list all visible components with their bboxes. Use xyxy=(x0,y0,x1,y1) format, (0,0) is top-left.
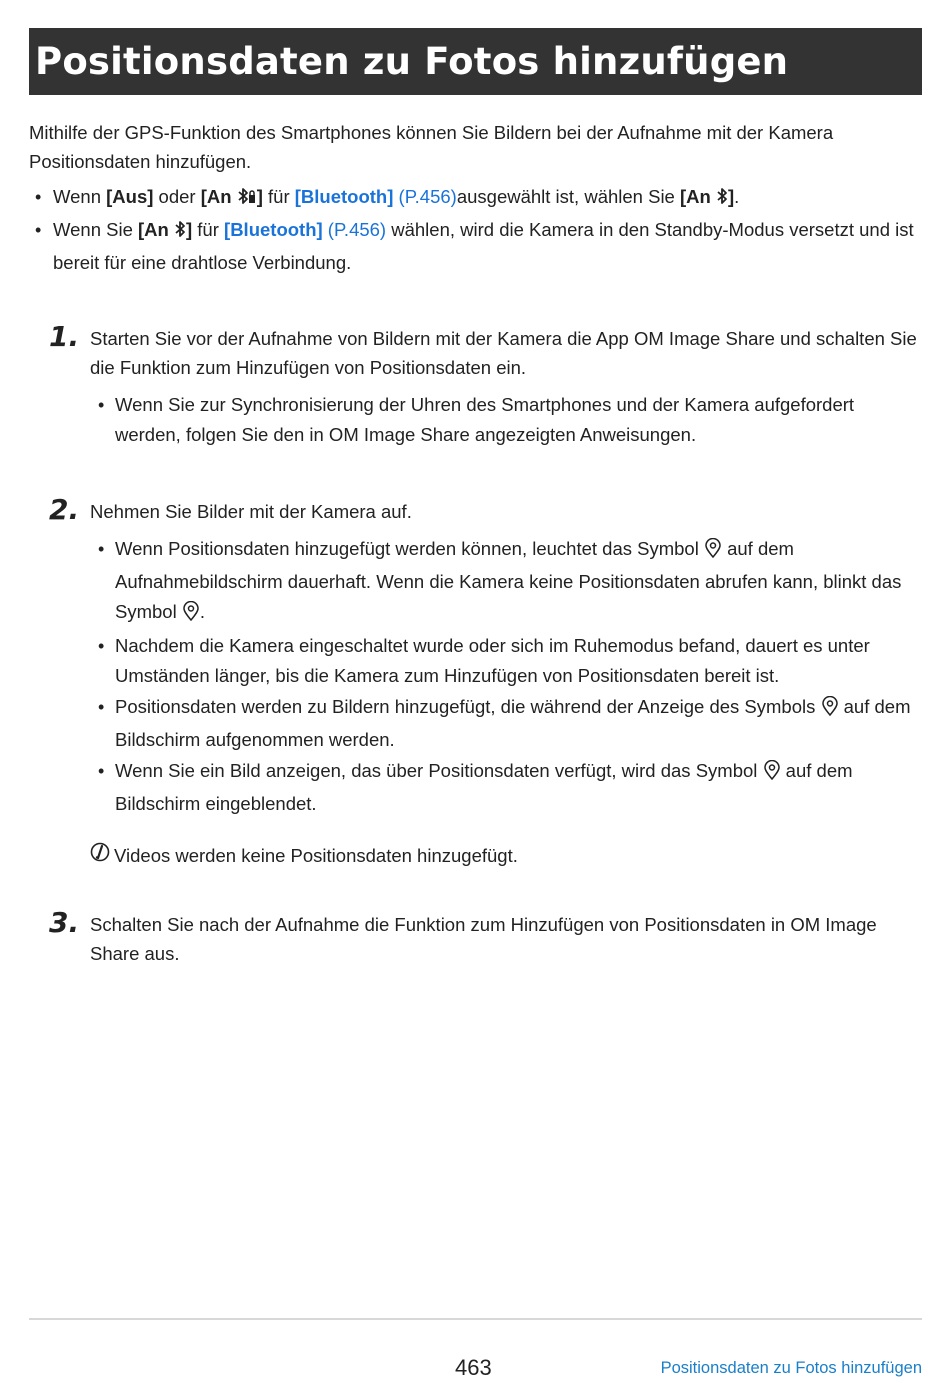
step-number: 2. xyxy=(49,493,80,526)
step-1 xyxy=(29,320,922,451)
page-number: 463 xyxy=(455,1355,492,1380)
step-text: Schalten Sie nach der Aufnahme die Funktion zum Hinzufügen von Positionsdaten in OM Image Share aus. xyxy=(90,914,877,964)
step-2 xyxy=(29,493,922,870)
step-text: Nehmen Sie Bilder mit der Kamera auf. xyxy=(90,501,412,522)
location-pin-icon xyxy=(182,600,200,630)
step-bullets xyxy=(90,390,922,450)
bluetooth-icon xyxy=(716,185,728,215)
intro-bullets xyxy=(29,182,919,278)
bluetooth-link[interactable]: [Bluetooth] xyxy=(224,219,323,240)
intro-text: Mithilfe der GPS-Funktion des Smartphones können Sie Bildern bei der Aufnahme mit der Kamera Positionsdaten hinzufügen. xyxy=(29,122,834,172)
step-bullets xyxy=(90,534,922,819)
footer-section-link[interactable]: Positionsdaten zu Fotos hinzufügen xyxy=(660,1359,922,1377)
bluetooth-icon xyxy=(174,218,186,248)
step-bullet: • Wenn Positionsdaten hinzugefügt werden können, leuchtet das Symbol auf dem Aufnahmebildschirm dauerhaft. Wenn die Kamera keine Positionsdaten abrufen kann, blinkt das Symbol . xyxy=(90,534,922,630)
step-3 xyxy=(29,906,922,968)
location-pin-icon xyxy=(763,759,781,789)
note xyxy=(90,841,922,870)
intro-bullet-1: • Wenn [Aus] oder [An ] für [Bluetooth] (P.456)ausgewählt ist, wählen Sie [An ]. xyxy=(29,182,919,215)
step-bullet: • Wenn Sie ein Bild anzeigen, das über Positionsdaten verfügt, wird das Symbol auf dem Bildschirm eingeblendet. xyxy=(90,756,922,819)
step-text: Starten Sie vor der Aufnahme von Bildern mit der Kamera die App OM Image Share und schalten Sie die Funktion zum Hinzufügen von Positionsdaten ein. xyxy=(90,328,917,378)
title-bar xyxy=(29,28,922,95)
note-text: Videos werden keine Positionsdaten hinzugefügt. xyxy=(114,845,518,866)
step-bullet: • Positionsdaten werden zu Bildern hinzugefügt, die während der Anzeige des Symbols auf dem Bildschirm aufgenommen werden. xyxy=(90,692,922,755)
caution-icon xyxy=(90,841,110,870)
page-ref-link[interactable]: (P.456) xyxy=(322,219,387,240)
option-aus: [Aus] xyxy=(106,186,154,207)
intro-bullet-2: • Wenn Sie [An ] für [Bluetooth] (P.456) wählen, wird die Kamera in den Standby-Modus versetzt und ist bereit für eine drahtlose Verbindung. xyxy=(29,215,919,278)
page-title: Positionsdaten zu Fotos hinzufügen xyxy=(35,40,789,83)
step-number: 1. xyxy=(49,320,80,353)
step-number: 3. xyxy=(49,906,80,939)
step-bullet: • Wenn Sie zur Synchronisierung der Uhren des Smartphones und der Kamera aufgefordert werden, folgen Sie den in OM Image Share angezeigten Anweisungen. xyxy=(90,390,922,450)
page-ref-link[interactable]: (P.456) xyxy=(393,186,457,207)
bluetooth-link[interactable]: [Bluetooth] xyxy=(294,186,394,207)
location-pin-icon xyxy=(821,695,839,725)
location-pin-icon xyxy=(704,537,722,567)
intro-section xyxy=(29,118,919,278)
step-bullet: • Nachdem die Kamera eingeschaltet wurde oder sich im Ruhemodus befand, dauert es unter Umständen länger, bis die Kamera zum Hinzufügen von Positionsdaten bereit ist. xyxy=(90,631,922,691)
option-an: [An ] xyxy=(138,219,192,240)
option-an: [An ] xyxy=(680,186,734,207)
option-an-lock: [An ] xyxy=(201,186,263,207)
footer-divider xyxy=(29,1318,922,1320)
bluetooth-lock-icon xyxy=(237,185,257,215)
